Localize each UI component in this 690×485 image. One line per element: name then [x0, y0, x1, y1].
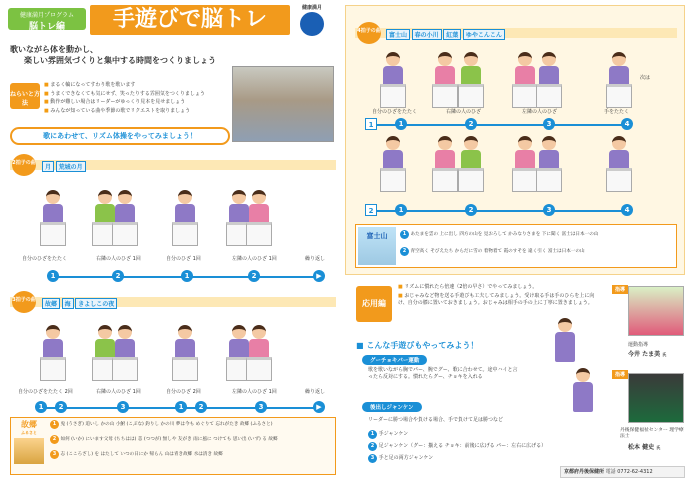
applied-item: ■ おじゃみなど物を送る手遊びも工夫してみましょう。受け取る手は手のひらを上に向け、自分の膝に置いておきましょう。おじゃみは相手の手の上に丁寧に置きましょう。 [398, 293, 598, 307]
step-caption: 自分のひざをたたく 2回 [18, 389, 73, 395]
honorific: 氏 [662, 352, 667, 357]
applied-item: ■ リズムに慣れたら倍速（2倍の早さ）でやってみましょう。 [398, 284, 598, 291]
step-caption: 右隣の人のひざ 1回 [96, 256, 141, 262]
four-beat-title: 4拍子の曲 [357, 22, 381, 44]
lyrics-lines [50, 420, 332, 459]
fuji-label [358, 227, 396, 265]
beat-number: 1 [35, 401, 47, 413]
song-tag: 海 [62, 298, 74, 309]
series-name: 脳トレ編 [28, 22, 65, 32]
step-caption: 左隣の人のひざ 1回 [232, 256, 277, 262]
person-figure [570, 368, 596, 448]
step-caption: 自分のひざ 1回 [166, 256, 201, 262]
staff-photo [628, 373, 684, 423]
person-figure [432, 136, 458, 192]
staff-name-text: 今井 たま美 [628, 351, 661, 358]
step-caption: 右隣の人のひざ [446, 109, 482, 115]
song-tag: 春の小川 [412, 29, 442, 40]
beat-timeline [372, 124, 632, 126]
gcp-text: 歌を歌いながら胸でパー、腕でグー、歌に合わせて。途中ハイと言ったら反対にする。慣れたらグー、チョキを入れる [368, 367, 518, 380]
aims-label: ねらいと方法 [10, 83, 40, 109]
step-caption: 自分のひざをたたく [22, 256, 68, 262]
verse-text: 兎 (うさぎ) 追いし かの山 小鮒 (こぶな) 釣りし かの川 夢は今も めぐりて 忘れがたき 故郷 (ふるさと) [60, 422, 273, 427]
step-caption: 左隣の人のひざ 1回 [232, 389, 277, 395]
aims-item: ■ 動作が難しい場合はリーダーがゆっくり見本を見せましょう [44, 98, 224, 105]
tel-number: 0772-62-4312 [617, 469, 653, 475]
lyric-line [400, 247, 672, 256]
person-figure [40, 325, 66, 381]
song-list-4 [386, 29, 505, 40]
beat-number: 1 [395, 204, 407, 216]
step-caption: 右隣の人のひざ 1回 [96, 389, 141, 395]
staff-name-2 [628, 442, 660, 451]
step-caption: 自分のひざをたたく [372, 109, 418, 115]
song-list-3 [42, 298, 117, 309]
org-name: 京都府丹後保健所 [564, 469, 605, 475]
person-figure [432, 52, 458, 108]
janken-text-item: 手と足の両方ジャンケン [378, 455, 434, 461]
beat-number: 2 [465, 118, 477, 130]
song-tag: 荒城の月 [56, 161, 86, 172]
mascot-label: 健康満月 [301, 5, 322, 11]
next-label: 次は [640, 75, 651, 81]
lyrics-title: 故郷 [21, 420, 37, 429]
janken-item: 3 手と足の両方ジャンケン [368, 452, 608, 464]
person-figure [40, 190, 66, 246]
person-figure [458, 136, 484, 192]
footer [560, 466, 685, 478]
step-caption: 自分のひざ 2回 [166, 389, 201, 395]
lyric-line [400, 230, 672, 239]
aims-item: ■ みんなが知っている曲や季節の歌でリクエストを取りましょう [44, 107, 224, 114]
song-tag: ゆやこんこん [463, 29, 505, 40]
person-figure [172, 325, 198, 381]
song-tag: 月 [42, 161, 54, 172]
person-figure [112, 190, 138, 246]
beat-number: 1 [395, 118, 407, 130]
beat-number: 2 [112, 270, 124, 282]
page-title: 手遊びで脳トレ [90, 5, 290, 35]
person-figure [458, 52, 484, 108]
person-figure [246, 325, 272, 381]
session-photo [232, 66, 334, 142]
janken-text-item: 手ジャンケン [378, 431, 409, 437]
verse-text: 如何 (いか) にいます父母 (ちちはは) 恙 (つつが) 無しや 友がき 雨に風に つけても 思い出 (いず) る 故郷 [60, 437, 278, 442]
intro-text [10, 44, 216, 66]
more-title: ■ こんな手遊びもやってみよう！ [356, 341, 479, 350]
staff-photo [628, 286, 684, 336]
beat-number: 3 [117, 401, 129, 413]
lyrics-label [12, 419, 46, 466]
beat-number: 1 [175, 401, 187, 413]
staff-tag: 指導 [612, 370, 628, 379]
aims-item: ■ うまくできなくても気にせず、笑ったりする雰囲気をつくりましょう [44, 90, 224, 97]
person-figure [536, 136, 562, 192]
beat-timeline [372, 210, 632, 212]
staff-tag: 指導 [612, 285, 628, 294]
person-figure [606, 136, 632, 192]
honorific: 氏 [656, 445, 661, 450]
rhythm-banner: 歌にあわせて、リズム体操をやってみましょう！ [10, 127, 230, 145]
tel-label: 電話 [605, 469, 616, 475]
verse-number: 2 [50, 435, 59, 444]
lyric-line [50, 435, 332, 444]
staff-role-1: 運動指導 [628, 342, 649, 348]
intro-line-1: 歌いながら体を動かし、 [10, 45, 98, 54]
beat-number: 4 [621, 118, 633, 130]
verse-number: 2 [400, 247, 409, 256]
person-figure [606, 52, 632, 108]
arrow-right-icon: ▶ [313, 401, 325, 413]
aims-item: ■ まるく輪になってすわり歌を歌います [44, 81, 224, 88]
applied-list [398, 284, 598, 308]
beat-number: 2 [465, 204, 477, 216]
fuji-title: 富士山 [366, 232, 388, 240]
verse-number: 1 [50, 420, 59, 429]
two-beat-title: 2拍子の曲 [12, 154, 36, 176]
person-figure [512, 136, 538, 192]
person-figure [380, 136, 406, 192]
beat-number: 2 [248, 270, 260, 282]
intro-line-2: 楽しい雰囲気づくりと集中する時間をつくりましょう [24, 56, 216, 65]
janken-text-item: 足ジャンケン（グー：揃える チョキ：前後に広げる パー：左右に広げる） [378, 443, 547, 449]
lyric-line [50, 420, 332, 429]
verse-number: 1 [400, 230, 409, 239]
staff-role-2: 丹後保健福祉センター 理学療法士 [620, 428, 684, 439]
more-title-text: こんな手遊びもやってみよう！ [366, 341, 479, 350]
lyric-line [50, 450, 332, 459]
lyrics-reading: ふるさと [21, 430, 37, 435]
beat-number: 3 [543, 204, 555, 216]
janken-item: 2 足ジャンケン（グー：揃える チョキ：前後に広げる パー：左右に広げる） [368, 440, 608, 452]
applied-label: 応用編 [356, 286, 392, 322]
beat-number: 1 [181, 270, 193, 282]
song-tag: 故郷 [42, 298, 60, 309]
person-figure [172, 190, 198, 246]
beat-number: 2 [195, 401, 207, 413]
three-beat-title: 3拍子の曲 [12, 291, 36, 313]
verse-number: 3 [50, 450, 59, 459]
step-caption: 繰り返し [305, 389, 326, 395]
step-caption: 繰り返し [305, 256, 326, 262]
person-figure [512, 52, 538, 108]
janken-text: リーダーに勝つ場合や負ける場合、手で負けて足は勝つなど [368, 417, 504, 423]
person-figure [112, 325, 138, 381]
beat-number: 2 [55, 401, 67, 413]
step-caption: 手をたたく [604, 109, 630, 115]
step-caption: 左隣の人のひざ [522, 109, 558, 115]
beat-number: 3 [543, 118, 555, 130]
fuji-lines [400, 230, 672, 256]
arrow-right-icon: ▶ [313, 270, 325, 282]
person-figure [380, 52, 406, 108]
program-label [8, 8, 86, 30]
verse-text: 志 (こころざし) を はたして いつの日にか 帰らん 山は青き故郷 水は清き 故郷 [60, 452, 223, 457]
program-name: 健康満月プログラム [20, 12, 74, 19]
song-list-2 [42, 161, 86, 172]
person-figure [536, 52, 562, 108]
janken-label: 後出しジャンケン [362, 402, 422, 412]
aims-list [44, 81, 224, 115]
beat-number: 4 [621, 204, 633, 216]
verse-text: 青空高く そびえたち からだに雪の 着物着て 霞のすそを 遠く引く 富士は日本一の山 [410, 249, 585, 254]
song-tag: 富士山 [386, 29, 410, 40]
beat-number: 3 [255, 401, 267, 413]
verse-text: あたまを雲の 上に出し 四方の山を 見おろして かみなりさまを 下に聞く 富士は日本一の山 [410, 232, 599, 237]
staff-name-1 [628, 349, 666, 358]
beat-number: 1 [47, 270, 59, 282]
song-tag: きよしこの夜 [75, 298, 117, 309]
person-figure [246, 190, 272, 246]
staff-name-text: 松本 健史 [628, 444, 655, 451]
mascot [292, 4, 332, 46]
song-tag: 紅葉 [443, 29, 461, 40]
gcp-label: グーチョキパー運動 [362, 355, 427, 365]
janken-item: 1 手ジャンケン [368, 428, 608, 440]
